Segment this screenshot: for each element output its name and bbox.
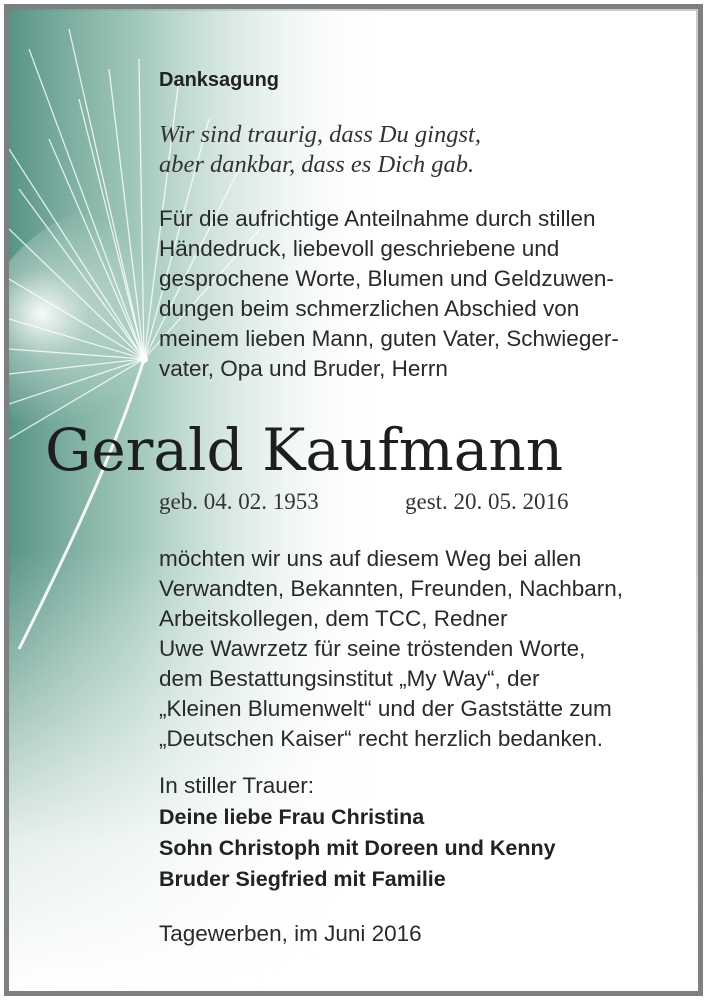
text-line: dem Bestattungsinstitut „My Way“, der	[159, 666, 540, 691]
text-line: Händedruck, liebevoll geschriebene und	[159, 236, 560, 261]
mourner-name: Deine liebe Frau Christina	[159, 805, 425, 829]
text-line: Für die aufrichtige Anteilnahme durch stillen	[159, 206, 596, 231]
text-line: Verwandten, Bekannten, Freunden, Nachbarn,	[159, 576, 624, 601]
poem-line: Wir sind traurig, dass Du gingst,	[159, 121, 481, 148]
obituary-frame	[4, 4, 703, 996]
text-line: „Deutschen Kaiser“ recht herzlich bedanken.	[159, 726, 603, 751]
birth-date: geb. 04. 02. 1953	[159, 489, 319, 514]
mourning-label: In stiller Trauer:	[159, 773, 315, 798]
text-line: „Kleinen Blumenwelt“ und der Gaststätte zum	[159, 696, 612, 721]
text-line: gesprochene Worte, Blumen und Geldzuwen-	[159, 266, 614, 291]
place-date: Tagewerben, im Juni 2016	[159, 921, 422, 946]
poem-line: aber dankbar, dass es Dich gab.	[159, 151, 475, 178]
text-line: dungen beim schmerzlichen Abschied von	[159, 296, 580, 321]
heading: Danksagung	[159, 69, 280, 91]
text-line: Arbeitskollegen, dem TCC, Redner	[159, 606, 508, 631]
notice-content	[9, 9, 698, 991]
text-line: Uwe Wawrzetz für seine tröstenden Worte,	[159, 636, 586, 661]
text-line: meinem lieben Mann, guten Vater, Schwieger-	[159, 326, 619, 351]
deceased-name: Gerald Kaufmann	[45, 416, 564, 484]
mourner-name: Sohn Christoph mit Doreen und Kenny	[159, 836, 556, 860]
mourner-name: Bruder Siegfried mit Familie	[159, 867, 446, 891]
text-line: vater, Opa und Bruder, Herrn	[159, 356, 448, 381]
death-date: gest. 20. 05. 2016	[405, 489, 569, 514]
text-line: möchten wir uns auf diesem Weg bei allen	[159, 546, 582, 571]
